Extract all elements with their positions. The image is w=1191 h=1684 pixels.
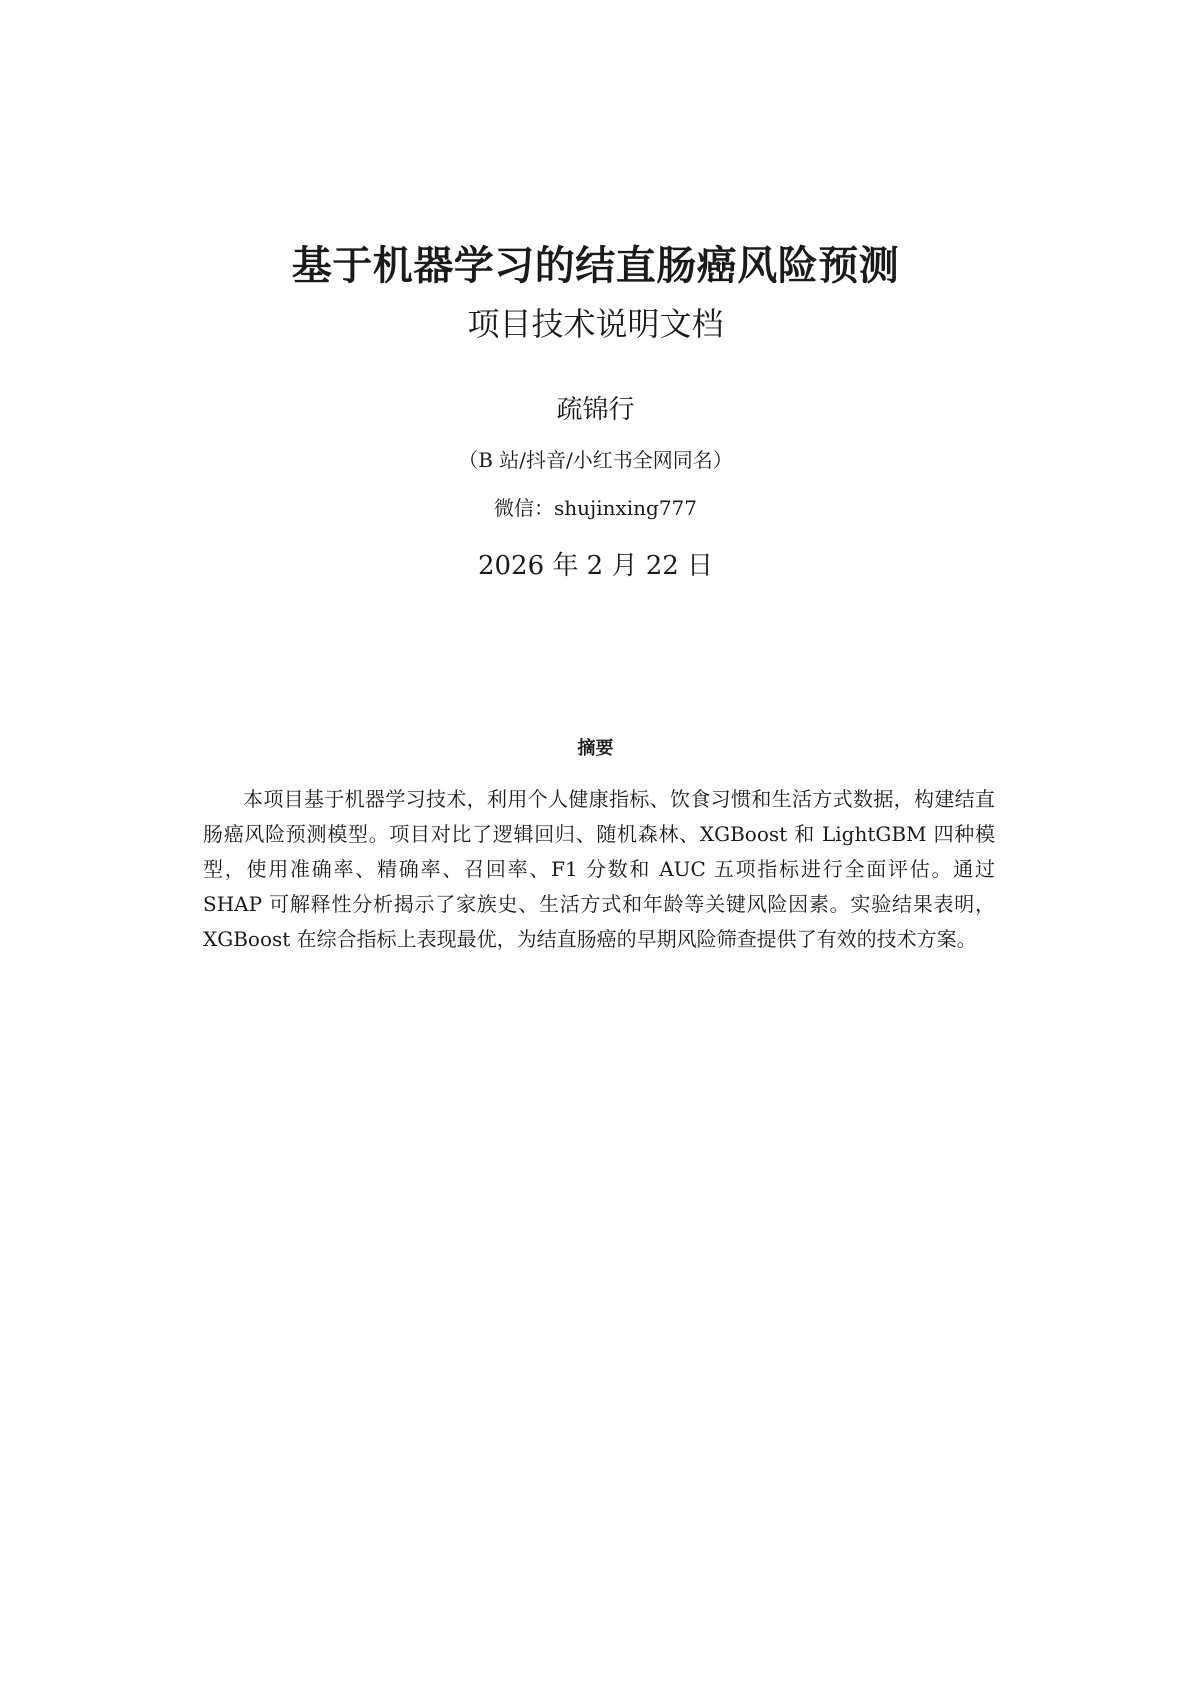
document-subtitle: 项目技术说明文档 [467,305,724,343]
document-date: 2026 年 2 月 22 日 [477,551,714,581]
author-note: （B 站/抖音/小红书全网同名） [458,448,733,472]
abstract-heading: 摘要 [577,738,614,759]
abstract-body: 本项目基于机器学习技术，利用个人健康指标、饮食习惯和生活方式数据，构建结直肠癌风险预测模型。项目对比了逻辑回归、随机森林、XGBoost 和 LightGBM 四种模型，使用准确率、精确率、召回率、F1 分数和 AUC 五项指标进行全面评估。通过 SHAP 可解释性分析揭示了家族史、生活方式和年龄等关键风险因素。实验结果表明，XGBoost 在综合指标上表现最优，为结直肠癌的早期风险筛查提供了有效的技术方案。 [203,787,995,951]
document-title: 基于机器学习的结直肠癌风险预测 [291,242,900,289]
author-contact: 微信：shujinxing777 [493,496,698,520]
author-name: 疏锦行 [556,395,635,425]
